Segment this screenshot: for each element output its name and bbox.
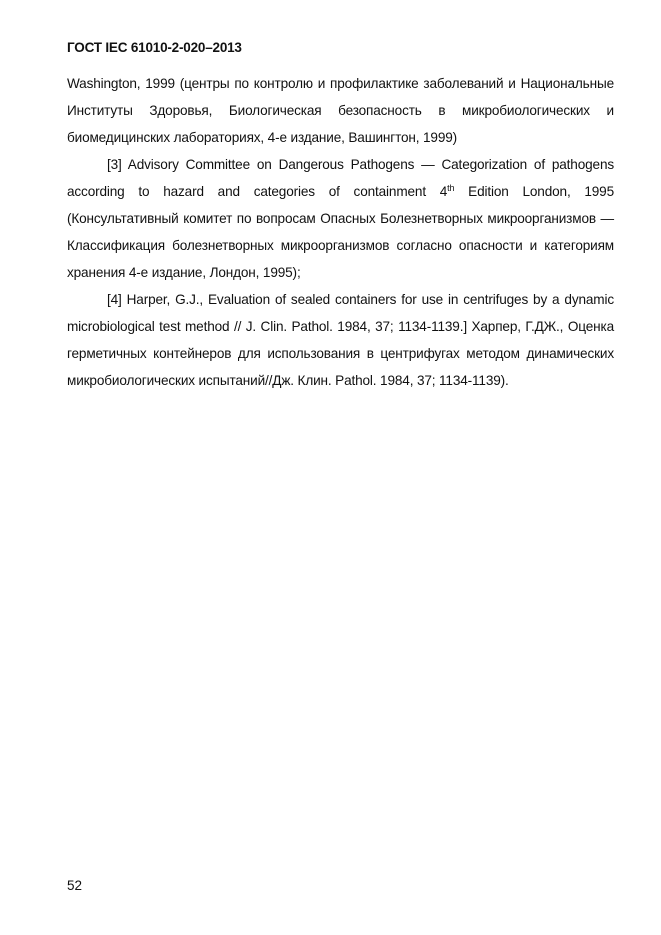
body-text — [67, 70, 614, 394]
document-header: ГОСТ IEC 61010-2-020–2013 — [67, 40, 242, 55]
page-number: 52 — [67, 878, 83, 893]
reference-3-superscript: th — [447, 183, 455, 193]
paragraph-reference-4: [4] Harper, G.J., Evaluation of sealed containers for use in centrifuges by a dynamic microbiological test method // J. Clin. Pathol. 1984, 37; 1134-1139.] Харпер, Г.ДЖ., Оценка герметичных контейнеров для использования в центрифугах методом динамических микробиологических испытаний//Дж. Клин. Pathol. 1984, 37; 1134-1139). — [67, 292, 614, 388]
reference-3-text-start: [3] Advisory Committee on Dangerous Pathogens — Categorization of pathogens according to hazard and categories of containment 4 — [67, 157, 614, 199]
paragraph-reference-3 — [67, 151, 614, 286]
reference-3-text-end: Edition London, 1995 (Консультативный комитет по вопросам Опасных Болезнетворных микроорганизмов — Классификация болезнетворных микроорганизмов согласно опасности и категориям хранения 4-е издание, Лондон, 1995); — [67, 184, 615, 280]
paragraph-reference-continuation: Washington, 1999 (центры по контролю и профилактике заболеваний и Национальные Институты Здоровья, Биологическая безопасность в микробиологических и биомедицинских лабораториях, 4-е издание, Вашингтон, 1999) — [67, 76, 614, 145]
